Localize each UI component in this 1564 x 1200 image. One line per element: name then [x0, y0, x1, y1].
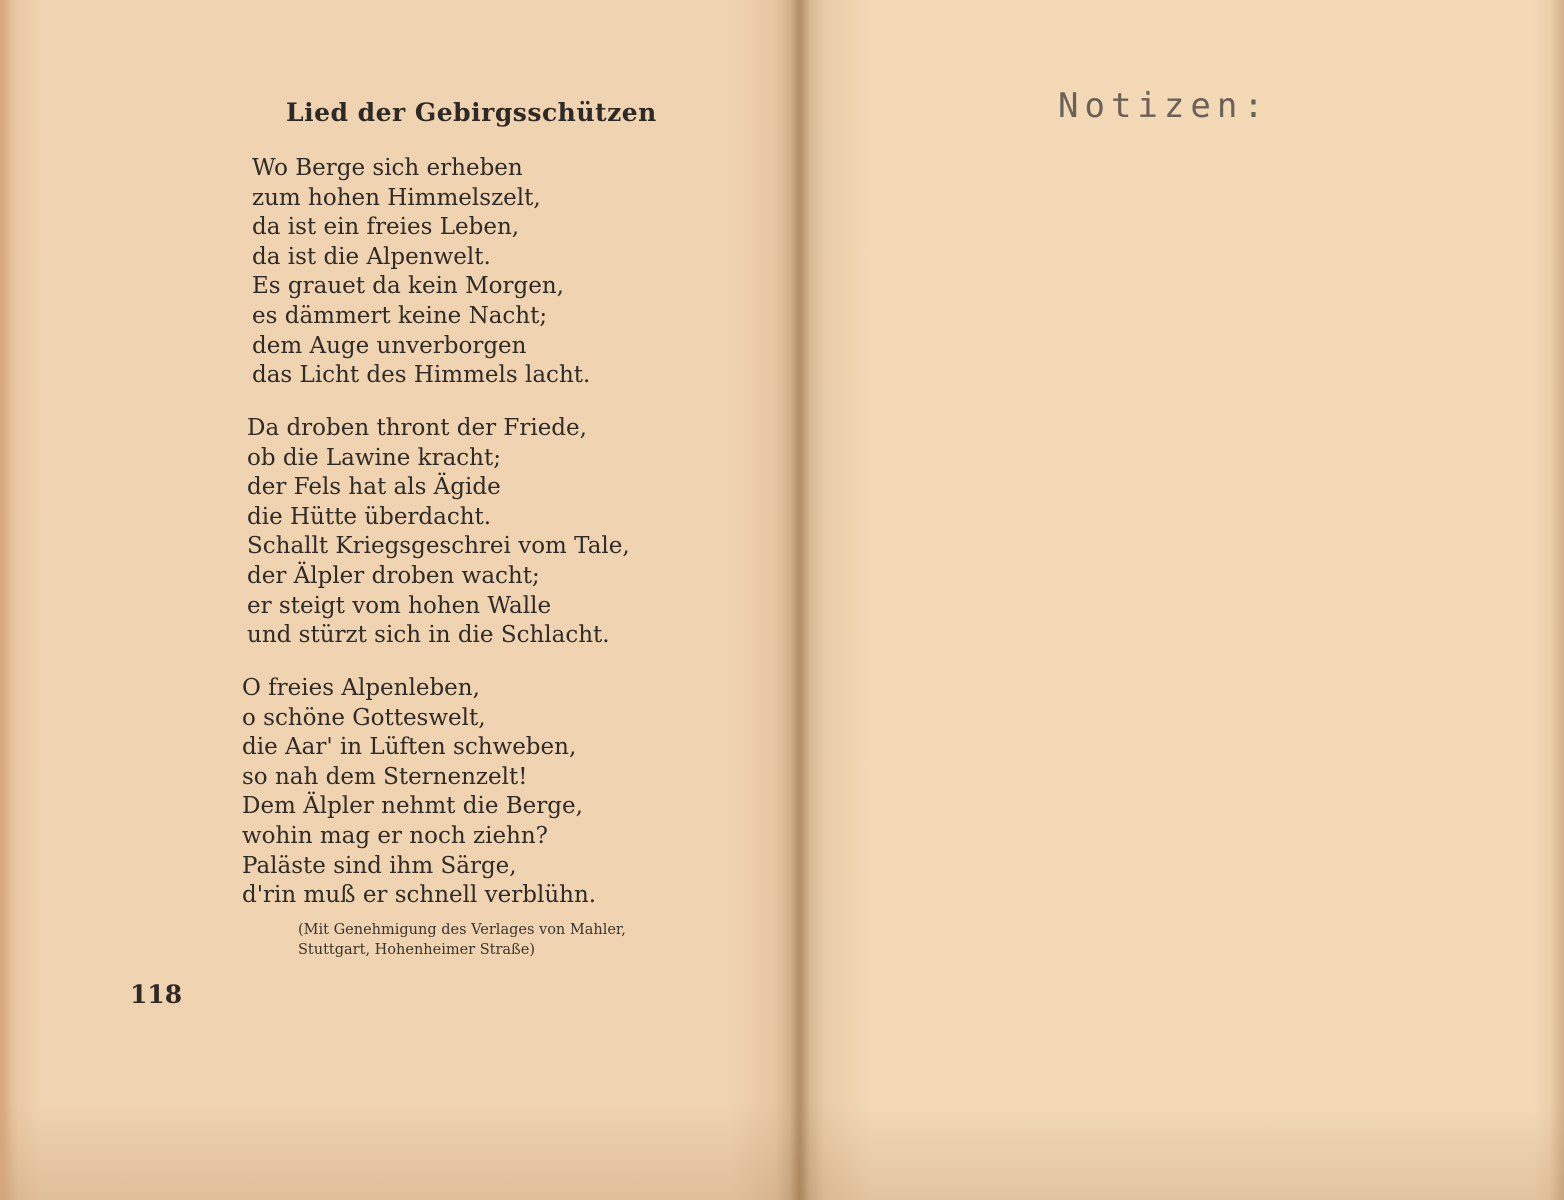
verse-line: O freies Alpenleben,	[242, 675, 480, 701]
verse-line: es dämmert keine Nacht;	[252, 302, 548, 329]
stanza-2	[247, 414, 630, 651]
book-gutter	[790, 0, 810, 1200]
verse-line: Wo Berge sich erheben	[252, 155, 523, 181]
verse-line: er steigt vom hohen Walle	[247, 592, 552, 619]
verse-line: Schallt Kriegsgeschrei vom Tale,	[247, 533, 630, 560]
verse-line: und stürzt sich in die Schlacht.	[247, 622, 610, 649]
stanza-3	[242, 674, 596, 911]
notes-heading: Notizen:	[1058, 86, 1270, 126]
verse-line: ob die Lawine kracht;	[247, 444, 501, 471]
right-page	[800, 0, 1564, 1200]
verse-line: dem Auge unverborgen	[252, 332, 527, 359]
verse-line: wohin mag er noch ziehn?	[242, 822, 549, 849]
verse-line: das Licht des Himmels lacht.	[252, 362, 591, 389]
verse-line: Es grauet da kein Morgen,	[252, 273, 564, 300]
verse-line: d'rin muß er schnell verblühn.	[242, 882, 597, 909]
verse-line: die Hütte überdacht.	[247, 503, 492, 530]
verse-line: Dem Älpler nehmt die Berge,	[242, 793, 583, 820]
verse-line: da ist die Alpenwelt.	[252, 243, 491, 270]
page-number: 118	[130, 980, 183, 1009]
poem-title: Lied der Gebirgsschützen	[286, 98, 657, 127]
verse-line: Da droben thront der Friede,	[247, 415, 587, 441]
permission-note	[298, 920, 626, 960]
verse-line: Paläste sind ihm Särge,	[242, 852, 517, 879]
permission-line: (Mit Genehmigung des Verlages von Mahler,	[298, 922, 626, 938]
verse-line: o schöne Gotteswelt,	[242, 704, 486, 731]
page-edge	[0, 0, 10, 1200]
permission-line: Stuttgart, Hohenheimer Straße)	[298, 942, 535, 958]
stanza-1	[252, 154, 590, 391]
verse-line: zum hohen Himmelszelt,	[252, 184, 541, 211]
verse-line: die Aar' in Lüften schweben,	[242, 734, 577, 761]
verse-line: so nah dem Sternenzelt!	[242, 763, 528, 790]
verse-line: da ist ein freies Leben,	[252, 214, 520, 241]
verse-line: der Fels hat als Ägide	[247, 474, 501, 501]
verse-line: der Älpler droben wacht;	[247, 562, 540, 589]
